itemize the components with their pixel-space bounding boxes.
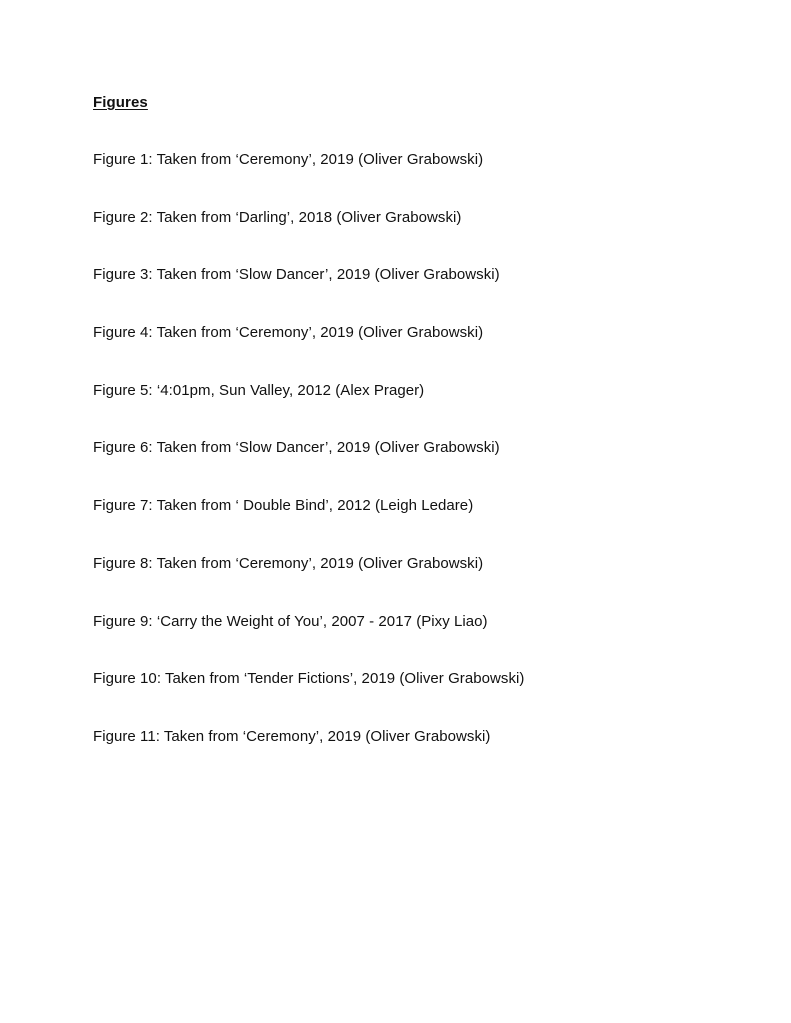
figure-caption-11: Figure 11: Taken from ‘Ceremony’, 2019 (Oliver Grabowski) xyxy=(93,727,491,745)
figure-caption-8: Figure 8: Taken from ‘Ceremony’, 2019 (Oliver Grabowski) xyxy=(93,554,484,572)
figure-caption-6: Figure 6: Taken from ‘Slow Dancer’, 2019 (Oliver Grabowski) xyxy=(93,439,500,457)
figure-caption-2: Figure 2: Taken from ‘Darling’, 2018 (Oliver Grabowski) xyxy=(93,208,462,226)
figure-caption-1: Figure 1: Taken from ‘Ceremony’, 2019 (Oliver Grabowski) xyxy=(93,151,484,168)
figure-caption-10: Figure 10: Taken from ‘Tender Fictions’, 2019 (Oliver Grabowski) xyxy=(93,670,525,688)
figure-caption-4: Figure 4: Taken from ‘Ceremony’, 2019 (Oliver Grabowski) xyxy=(93,324,484,342)
page-title: Figures xyxy=(93,94,148,111)
figure-caption-5: Figure 5: ‘4:01pm, Sun Valley, 2012 (Alex Prager) xyxy=(93,381,425,399)
figure-caption-3: Figure 3: Taken from ‘Slow Dancer’, 2019 (Oliver Grabowski) xyxy=(93,266,500,284)
figure-list xyxy=(93,151,524,786)
figure-caption-7: Figure 7: Taken from ‘ Double Bind’, 2012 (Leigh Ledare) xyxy=(93,497,474,515)
figure-caption-9: Figure 9: ‘Carry the Weight of You’, 2007 - 2017 (Pixy Liao) xyxy=(93,612,488,630)
